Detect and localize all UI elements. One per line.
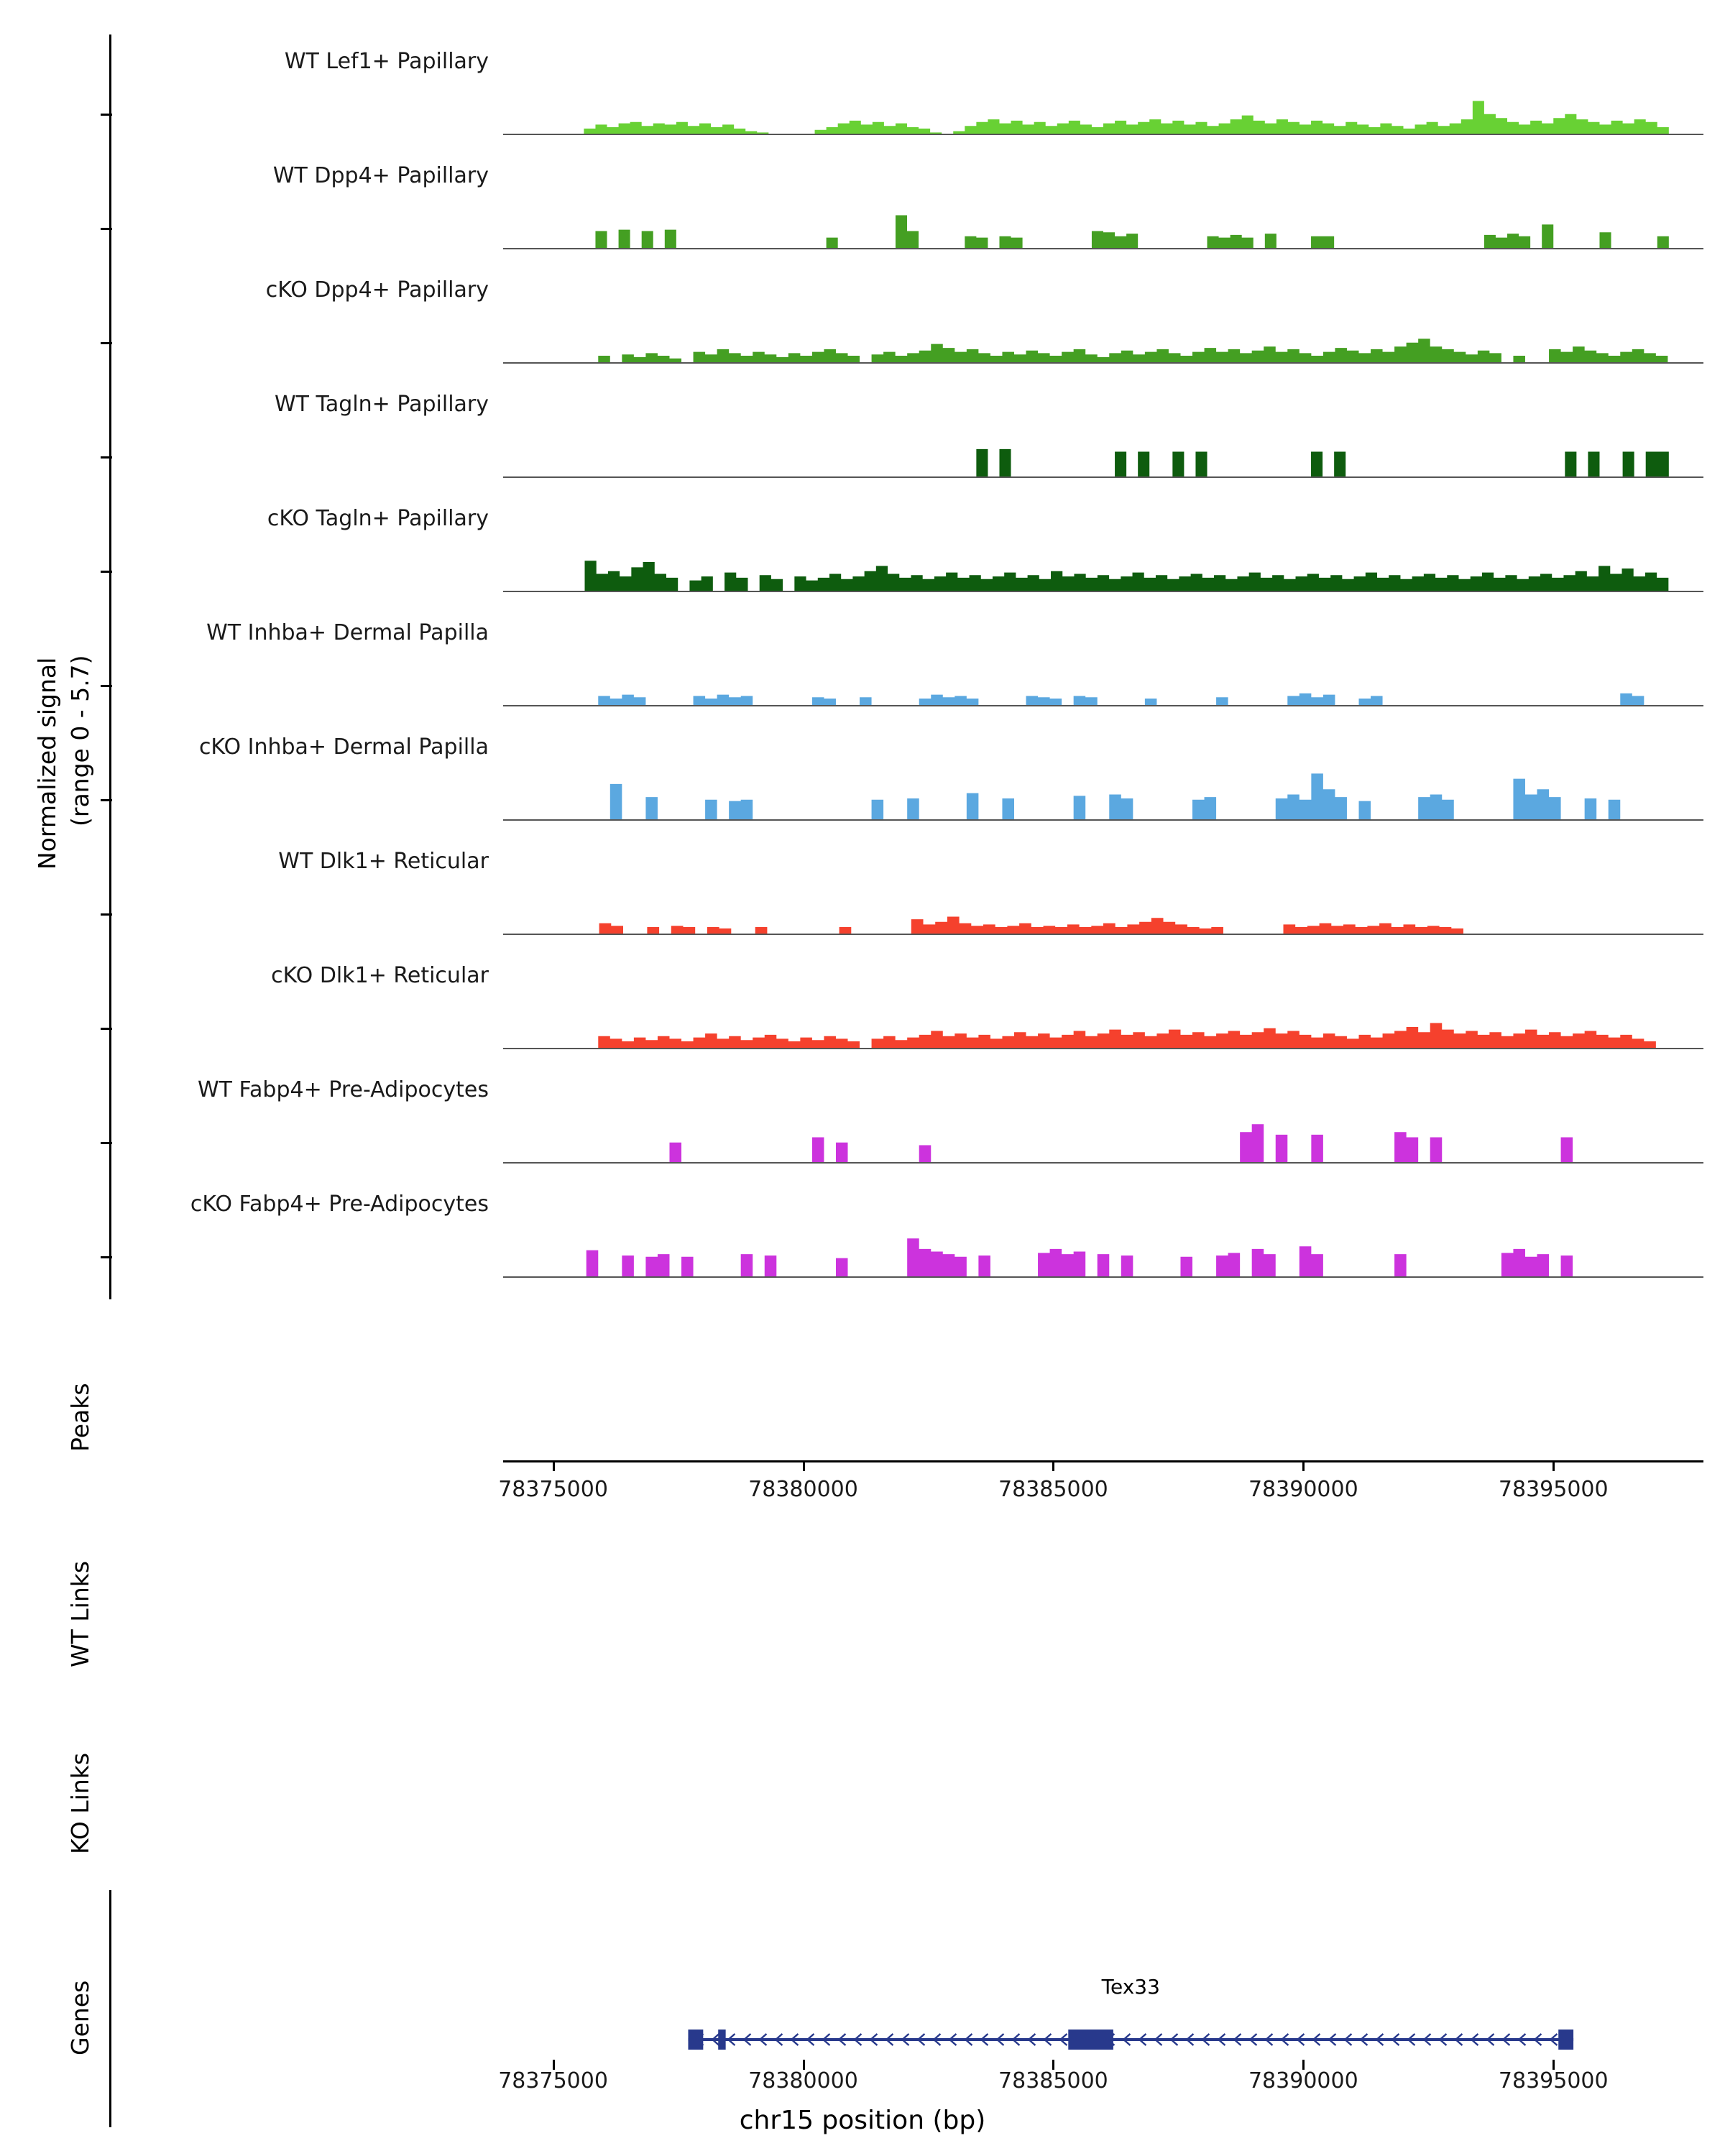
track-baseline xyxy=(503,362,1703,364)
peaks-axis-tick-label: 78380000 xyxy=(748,1477,858,1502)
gene-name-label: Tex33 xyxy=(1101,1975,1160,1999)
track-label: WT Dpp4+ Papillary xyxy=(272,163,489,188)
signal-track xyxy=(0,1077,1725,1164)
track-signal-area xyxy=(503,857,1703,935)
track-baseline xyxy=(503,1276,1703,1278)
track-baseline xyxy=(503,1162,1703,1164)
track-label: cKO Fabp4+ Pre-Adipocytes xyxy=(190,1192,489,1217)
track-signal-area xyxy=(503,1086,1703,1164)
track-label: WT Inhba+ Dermal Papilla xyxy=(206,620,489,645)
peaks-axis-tick xyxy=(1302,1461,1305,1471)
gene-track-panel xyxy=(503,1975,1703,2113)
signal-track xyxy=(0,163,1725,249)
track-baseline xyxy=(503,134,1703,135)
track-baseline xyxy=(503,705,1703,706)
y-axis-label-line1: Normalized signal xyxy=(33,657,61,870)
peaks-axis-tick-label: 78395000 xyxy=(1498,1477,1609,1502)
track-signal-area xyxy=(503,286,1703,364)
track-signal-area xyxy=(503,743,1703,821)
track-label: WT Fabp4+ Pre-Adipocytes xyxy=(198,1077,489,1102)
peaks-axis-tick xyxy=(1052,1461,1054,1471)
peaks-axis-tick-label: 78390000 xyxy=(1248,1477,1358,1502)
peaks-axis-tick xyxy=(553,1461,555,1471)
track-signal-area xyxy=(503,400,1703,478)
y-axis-label-line2: (range 0 - 5.7) xyxy=(66,655,94,826)
track-baseline xyxy=(503,476,1703,478)
gene-axis-tick-label: 78395000 xyxy=(1498,2068,1609,2093)
track-label: cKO Dlk1+ Reticular xyxy=(271,963,489,988)
signal-track xyxy=(0,49,1725,135)
peaks-axis-tick xyxy=(1552,1461,1555,1471)
track-signal-area xyxy=(503,172,1703,249)
genes-axis-spine xyxy=(109,1890,111,2127)
track-baseline xyxy=(503,934,1703,935)
peaks-axis-tick-label: 78375000 xyxy=(498,1477,608,1502)
track-label: cKO Tagln+ Papillary xyxy=(267,506,489,531)
signal-track xyxy=(0,392,1725,478)
track-label: cKO Dpp4+ Papillary xyxy=(265,277,489,303)
track-baseline xyxy=(503,819,1703,821)
track-label: WT Tagln+ Papillary xyxy=(275,392,489,417)
track-label: WT Dlk1+ Reticular xyxy=(278,849,489,874)
gene-axis-tick-label: 78390000 xyxy=(1248,2068,1358,2093)
track-baseline xyxy=(503,248,1703,249)
genes-axis-label: Genes xyxy=(66,1980,94,2055)
gene-axis-tick-label: 78380000 xyxy=(748,2068,858,2093)
track-signal-area xyxy=(503,515,1703,592)
signal-track xyxy=(0,1192,1725,1278)
peaks-axis-label: Peaks xyxy=(66,1383,94,1452)
signal-track xyxy=(0,277,1725,364)
wt-links-axis-label: WT Links xyxy=(66,1560,94,1667)
track-label: cKO Inhba+ Dermal Papilla xyxy=(198,734,489,760)
track-signal-area xyxy=(503,972,1703,1049)
track-signal-area xyxy=(503,1200,1703,1278)
signal-track xyxy=(0,506,1725,592)
signal-track xyxy=(0,620,1725,706)
track-label: WT Lef1+ Papillary xyxy=(284,49,489,74)
track-signal-area xyxy=(503,629,1703,706)
gene-axis-tick-label: 78375000 xyxy=(498,2068,608,2093)
peaks-axis-tick xyxy=(803,1461,805,1471)
signal-track xyxy=(0,849,1725,935)
track-baseline xyxy=(503,591,1703,592)
peaks-axis-tick-label: 78385000 xyxy=(998,1477,1108,1502)
signal-track xyxy=(0,963,1725,1049)
x-axis-title: chr15 position (bp) xyxy=(739,2106,986,2135)
peaks-axis-line xyxy=(503,1460,1703,1462)
track-baseline xyxy=(503,1048,1703,1049)
track-signal-area xyxy=(503,57,1703,135)
gene-axis-tick-label: 78385000 xyxy=(998,2068,1108,2093)
ko-links-axis-label: KO Links xyxy=(66,1752,94,1854)
